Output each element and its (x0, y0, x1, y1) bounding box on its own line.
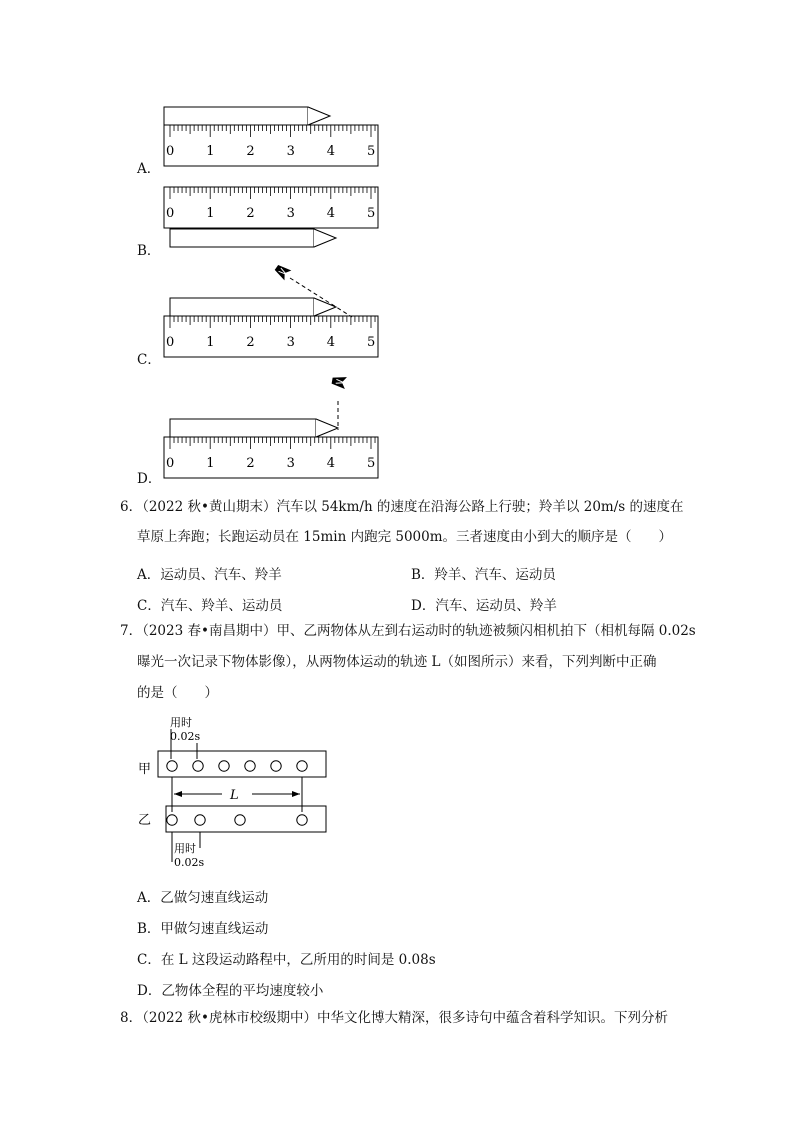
ruler-b (164, 187, 378, 228)
option-letter: A． (137, 161, 161, 177)
ruler-a (164, 125, 378, 166)
option-letter: D． (137, 471, 162, 487)
tick-label: 1 (206, 456, 215, 471)
tick-label: 2 (246, 456, 255, 471)
q7-option-a[interactable]: A．乙做匀速直线运动 (137, 890, 269, 906)
jia-track (158, 751, 326, 777)
tick-label: 3 (286, 144, 295, 159)
eye-icon (273, 262, 291, 280)
q6-option-c[interactable]: C．汽车、羚羊、运动员 (137, 598, 283, 614)
q7-stem-line1: 7．（2023 春•南昌期中）甲、乙两物体从左到右运动时的轨迹被频闪相机拍下（相机每隔 0.02s (120, 623, 696, 639)
tick-label: 4 (326, 456, 336, 471)
object-c (170, 298, 336, 316)
tick-label: 4 (326, 144, 336, 159)
q7-stem-line2: 曝光一次记录下物体影像），从两物体运动的轨迹 L（如图所示）来看，下列判断中正确 (137, 654, 657, 670)
tick-label: 0 (166, 335, 175, 350)
yi-label: 乙 (138, 813, 152, 828)
time-label-top-2: 0.02s (170, 730, 201, 743)
object-b (170, 229, 336, 247)
tick-label: 5 (367, 206, 376, 221)
tick-label: 1 (206, 206, 215, 221)
object-a (164, 107, 330, 125)
yi-dots (167, 815, 307, 825)
object-d (170, 419, 338, 437)
tick-label: 2 (246, 144, 255, 159)
q6-option-a[interactable]: A．运动员、汽车、羚羊 (137, 567, 282, 583)
q7-option-b[interactable]: B．甲做匀速直线运动 (137, 921, 269, 937)
q5-ruler-figures (0, 0, 794, 500)
time-label-bottom-2: 0.02s (174, 856, 205, 869)
tick-label: 0 (166, 144, 175, 159)
tick-label: 4 (326, 335, 336, 350)
option-letter: B． (137, 243, 161, 259)
ruler-c (164, 316, 378, 357)
q7-option-c[interactable]: C．在 L 这段运动路程中，乙所用的时间是 0.08s (137, 952, 436, 968)
tick-label: 4 (326, 206, 336, 221)
L-label: L (230, 788, 239, 803)
jia-dots (167, 761, 307, 771)
tick-label: 5 (367, 456, 376, 471)
tick-label: 1 (206, 335, 215, 350)
tick-label: 5 (367, 335, 376, 350)
q6-option-b[interactable]: B．羚羊、汽车、运动员 (411, 567, 556, 583)
q7-option-d[interactable]: D．乙物体全程的平均速度较小 (137, 983, 324, 999)
q6-stem-line2: 草原上奔跑；长跑运动员在 15min 内跑完 5000m。三者速度由小到大的顺序是（ ） (137, 529, 673, 545)
tick-label: 3 (286, 335, 295, 350)
tick-label: 0 (166, 456, 175, 471)
tick-label: 2 (246, 335, 255, 350)
tick-label: 3 (286, 206, 295, 221)
time-label-top-1: 用时 (170, 716, 192, 729)
q6-stem-line1: 6．（2022 秋•黄山期末）汽车以 54km/h 的速度在沿海公路上行驶；羚羊以 20m/s 的速度在 (120, 499, 684, 515)
ruler-d (164, 437, 378, 478)
tick-label: 2 (246, 206, 255, 221)
jia-label: 甲 (138, 762, 152, 777)
tick-label: 1 (206, 144, 215, 159)
tick-label: 5 (367, 144, 376, 159)
q7-stem-line3: 的是（ ） (137, 685, 218, 701)
time-label-bottom-1: 用时 (174, 842, 196, 855)
q6-option-d[interactable]: D．汽车、运动员、羚羊 (411, 598, 557, 614)
q7-stroboscope-figure (130, 712, 340, 872)
tick-label: 0 (166, 206, 175, 221)
q8-stem-line1: 8．（2022 秋•虎林市校级期中）中华文化博大精深，很多诗句中蕴含着科学知识。下列分析 (120, 1010, 668, 1026)
option-letter: C． (137, 352, 161, 368)
eye-icon (331, 375, 347, 389)
tick-label: 3 (286, 456, 295, 471)
